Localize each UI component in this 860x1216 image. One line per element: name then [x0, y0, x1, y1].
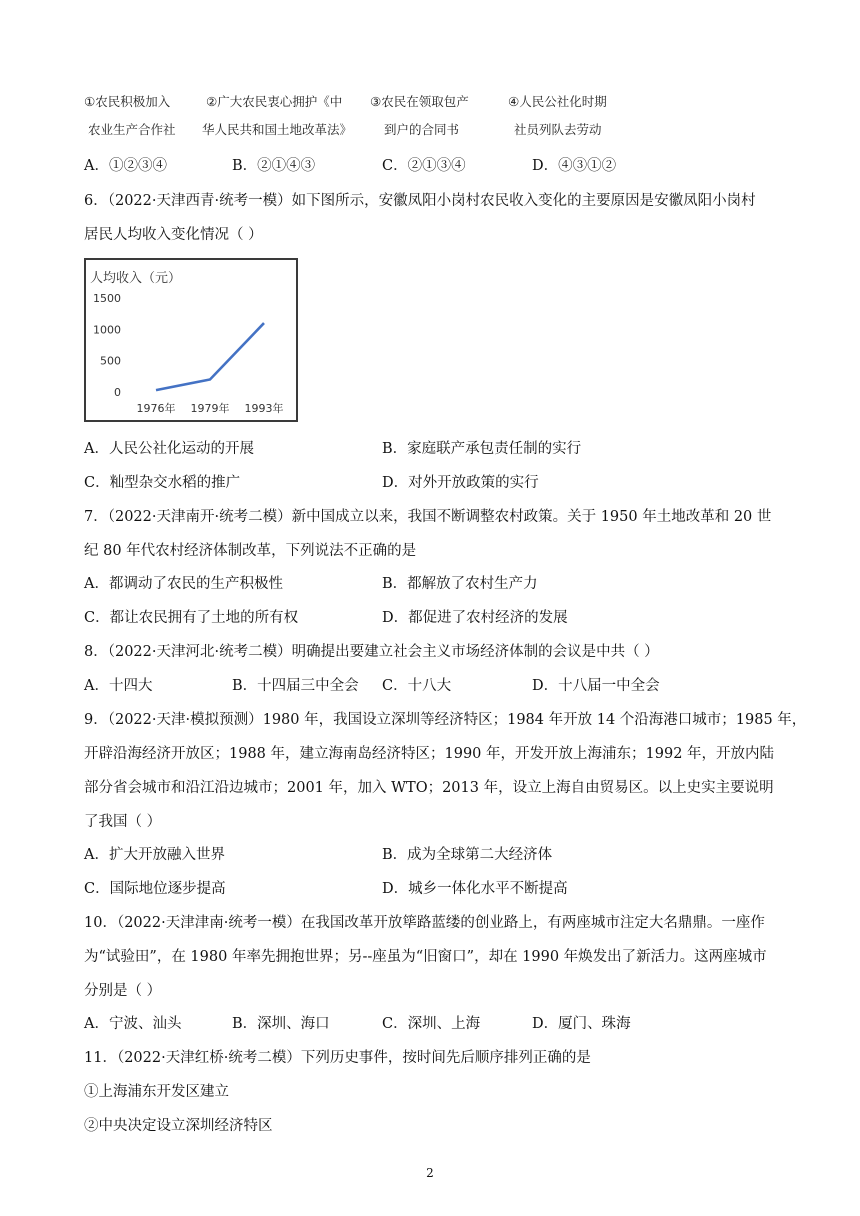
income-line-chart [86, 260, 296, 420]
chart-ylabel: 人均收入（元） [90, 271, 182, 286]
q7-option-b: B．都解放了农村生产力 [382, 576, 538, 592]
y-tick-group [93, 292, 121, 399]
x-tick-label: 1979年 [190, 402, 230, 415]
q5-option-a: A．①②③④ [84, 158, 167, 174]
q11-item: ②中央决定设立深圳经济特区 [84, 1118, 273, 1134]
picture-caption: ④人民公社化时期 [508, 94, 607, 109]
picture-caption: 农业生产合作社 [88, 122, 176, 137]
q6-option-c: C．籼型杂交水稻的推广 [84, 475, 241, 491]
q6-option-d: D．对外开放政策的实行 [382, 475, 539, 491]
y-tick-label: 0 [114, 386, 121, 399]
picture-caption: ②广大农民衷心拥护《中 [206, 94, 343, 109]
q10-option-c: C．深圳、上海 [382, 1016, 481, 1032]
q5-option-b: B．②①④③ [232, 158, 316, 174]
q11-item: ①上海浦东开发区建立 [84, 1084, 229, 1100]
q9-option-a: A．扩大开放融入世界 [84, 847, 225, 863]
q5-option-d: D．④③①② [532, 158, 617, 174]
q11-stem: 11．（2022·天津红桥·统考二模）下列历史事件，按时间先后顺序排列正确的是 [84, 1050, 591, 1066]
picture-caption: 社员列队去劳动 [514, 122, 602, 137]
q8-stem: 8．（2022·天津河北·统考二模）明确提出要建立社会主义市场经济体制的会议是中共（ ） [84, 644, 659, 660]
q8-option-c: C．十八大 [382, 678, 452, 694]
q7-stem: 7．（2022·天津南开·统考二模）新中国成立以来，我国不断调整农村政策。关于 1950 年土地改革和 20 世 [84, 509, 772, 525]
q10-stem-cont: 为“试验田”，在 1980 年率先拥抱世界；另--座虽为“旧窗口”，却在 1990 年焕发出了新活力。这两座城市 [84, 949, 767, 965]
y-tick-label: 1500 [93, 292, 121, 305]
picture-caption: ③农民在领取包产 [370, 94, 469, 109]
q7-option-a: A．都调动了农民的生产积极性 [84, 576, 283, 592]
q6-stem: 6．（2022·天津西青·统考一模）如下图所示，安徽凤阳小岗村农民收入变化的主要原因是安徽凤阳小岗村 [84, 193, 756, 209]
page-number: 2 [426, 1166, 434, 1180]
x-tick-label: 1993年 [244, 402, 284, 415]
series-line [156, 323, 264, 390]
q8-option-d: D．十八届一中全会 [532, 678, 660, 694]
q9-option-c: C．国际地位逐步提高 [84, 881, 226, 897]
q6-option-b: B．家庭联产承包责任制的实行 [382, 441, 582, 457]
q5-option-c: C．②①③④ [382, 158, 466, 174]
x-tick-label: 1976年 [136, 402, 176, 415]
q9-option-d: D．城乡一体化水平不断提高 [382, 881, 568, 897]
picture-caption: ①农民积极加入 [84, 94, 171, 109]
picture-caption: 华人民共和国土地改革法》 [202, 122, 353, 137]
q9-option-b: B．成为全球第二大经济体 [382, 847, 553, 863]
q8-option-b: B．十四届三中全会 [232, 678, 359, 694]
q6-stem-cont: 居民人均收入变化情况（ ） [84, 227, 263, 243]
income-chart [84, 258, 298, 422]
q9-stem-cont: 了我国（ ） [84, 814, 162, 830]
q8-option-a: A．十四大 [84, 678, 153, 694]
picture-caption: 到户的合同书 [384, 122, 460, 137]
q7-option-c: C．都让农民拥有了土地的所有权 [84, 610, 299, 626]
q6-option-a: A．人民公社化运动的开展 [84, 441, 254, 457]
q10-option-a: A．宁波、汕头 [84, 1016, 182, 1032]
q10-stem: 10．（2022·天津津南·统考一模）在我国改革开放筚路蓝缕的创业路上，有两座城市注定大名鼎鼎。一座作 [84, 915, 765, 931]
q7-option-d: D．都促进了农村经济的发展 [382, 610, 568, 626]
q10-option-b: B．深圳、海口 [232, 1016, 330, 1032]
y-tick-label: 1000 [93, 323, 121, 337]
x-tick-group [137, 401, 284, 415]
q10-stem-cont: 分别是（ ） [84, 983, 162, 999]
q9-stem-cont: 部分省会城市和沿江沿边城市；2001 年，加入 WTO；2013 年，设立上海自由贸易区。以上史实主要说明 [84, 780, 774, 796]
q9-stem: 9．（2022·天津·模拟预测）1980 年，我国设立深圳等经济特区；1984 年开放 14 个沿海港口城市；1985 年， [84, 712, 807, 728]
q10-option-d: D．厦门、珠海 [532, 1016, 631, 1032]
y-tick-label: 500 [100, 354, 121, 368]
q7-stem-cont: 纪 80 年代农村经济体制改革，下列说法不正确的是 [84, 543, 417, 559]
q9-stem-cont: 开辟沿海经济开放区；1988 年，建立海南岛经济特区；1990 年，开发开放上海浦东；1992 年，开放内陆 [84, 746, 775, 762]
